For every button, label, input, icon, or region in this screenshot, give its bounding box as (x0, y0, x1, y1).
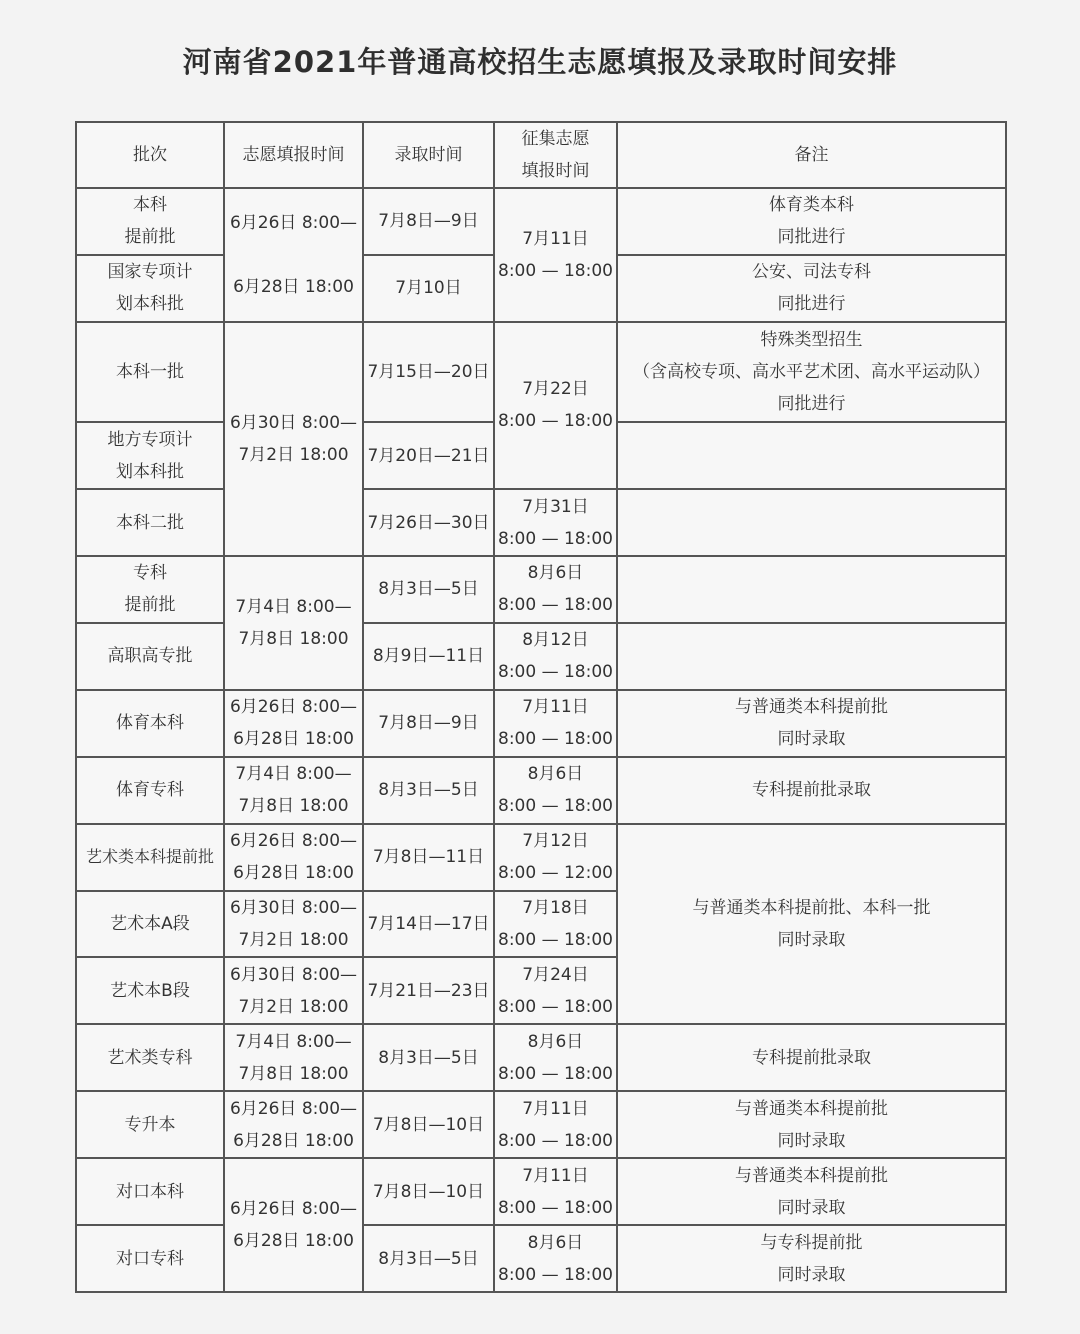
fill-time-cell: 7月4日 8:00— 7月8日 18:00 (224, 757, 363, 824)
note-cell (617, 556, 1006, 623)
table-row (76, 1158, 1006, 1225)
header-collect-time: 征集志愿 填报时间 (494, 122, 617, 188)
fill-time-cell: 6月30日 8:00— 7月2日 18:00 (224, 322, 363, 556)
note-cell: 与普通类本科提前批 同时录取 (617, 1091, 1006, 1158)
note-cell: 与专科提前批 同时录取 (617, 1225, 1006, 1292)
note-cell: 特殊类型招生 （含高校专项、高水平艺术团、高水平运动队） 同批进行 (617, 322, 1006, 422)
batch-cell: 体育本科 (76, 690, 224, 757)
collect-time-cell: 7月24日 8:00 — 18:00 (494, 957, 617, 1024)
admit-time-cell: 8月3日—5日 (363, 556, 494, 623)
table-row (76, 1225, 1006, 1292)
admit-time-cell: 7月10日 (363, 255, 494, 322)
fill-time-cell: 6月26日 8:00— 6月28日 18:00 (224, 1158, 363, 1292)
admit-time-cell: 8月9日—11日 (363, 623, 494, 690)
admit-time-cell: 7月8日—11日 (363, 824, 494, 891)
note-cell (617, 623, 1006, 690)
table-row (76, 690, 1006, 757)
collect-time-cell: 7月11日 8:00 — 18:00 (494, 690, 617, 757)
batch-cell: 艺术类专科 (76, 1024, 224, 1091)
note-cell (617, 489, 1006, 556)
note-cell: 与普通类本科提前批 同时录取 (617, 1158, 1006, 1225)
note-cell (617, 422, 1006, 489)
note-cell: 与普通类本科提前批、本科一批 同时录取 (617, 824, 1006, 1025)
header-row (76, 122, 1006, 188)
batch-cell: 高职高专批 (76, 623, 224, 690)
page-title: 河南省2021年普通高校招生志愿填报及录取时间安排 (182, 45, 898, 79)
admit-time-cell: 7月21日—23日 (363, 957, 494, 1024)
batch-cell: 艺术本B段 (76, 957, 224, 1024)
admit-time-cell: 7月14日—17日 (363, 891, 494, 958)
table-row (76, 489, 1006, 556)
table-row (76, 824, 1006, 891)
table-row (76, 1091, 1006, 1158)
admit-time-cell: 8月3日—5日 (363, 1024, 494, 1091)
admit-time-cell: 7月26日—30日 (363, 489, 494, 556)
fill-time-cell: 7月4日 8:00— 7月8日 18:00 (224, 556, 363, 690)
collect-time-cell: 7月31日 8:00 — 18:00 (494, 489, 617, 556)
collect-time-cell: 7月12日 8:00 — 12:00 (494, 824, 617, 891)
collect-time-cell: 7月18日 8:00 — 18:00 (494, 891, 617, 958)
table-row (76, 757, 1006, 824)
batch-cell: 本科二批 (76, 489, 224, 556)
admit-time-cell: 7月8日—10日 (363, 1158, 494, 1225)
admit-time-cell: 8月3日—5日 (363, 757, 494, 824)
admit-time-cell: 7月15日—20日 (363, 322, 494, 422)
header-admit-time: 录取时间 (363, 122, 494, 188)
fill-time-cell: 7月4日 8:00— 7月8日 18:00 (224, 1024, 363, 1091)
note-cell: 体育类本科 同批进行 (617, 188, 1006, 255)
table-row (76, 623, 1006, 690)
admit-time-cell: 7月8日—9日 (363, 690, 494, 757)
batch-cell: 本科一批 (76, 322, 224, 422)
collect-time-cell: 7月22日 8:00 — 18:00 (494, 322, 617, 489)
header-batch: 批次 (76, 122, 224, 188)
fill-time-cell: 6月26日 8:00— 6月28日 18:00 (224, 1091, 363, 1158)
fill-time-cell: 6月30日 8:00— 7月2日 18:00 (224, 957, 363, 1024)
collect-time-cell: 8月6日 8:00 — 18:00 (494, 556, 617, 623)
collect-time-cell: 7月11日 8:00 — 18:00 (494, 1158, 617, 1225)
fill-time-cell: 6月26日 8:00— 6月28日 18:00 (224, 690, 363, 757)
table-row (76, 322, 1006, 422)
note-cell: 公安、司法专科 同批进行 (617, 255, 1006, 322)
batch-cell: 对口专科 (76, 1225, 224, 1292)
fill-time-cell: 6月30日 8:00— 7月2日 18:00 (224, 891, 363, 958)
schedule-table (75, 121, 1007, 1293)
batch-cell: 国家专项计 划本科批 (76, 255, 224, 322)
fill-time-cell: 6月26日 8:00— 6月28日 18:00 (224, 824, 363, 891)
table-row (76, 188, 1006, 255)
header-fill-time: 志愿填报时间 (224, 122, 363, 188)
batch-cell: 专科 提前批 (76, 556, 224, 623)
table-row (76, 556, 1006, 623)
batch-cell: 地方专项计 划本科批 (76, 422, 224, 489)
note-cell: 与普通类本科提前批 同时录取 (617, 690, 1006, 757)
admit-time-cell: 7月8日—10日 (363, 1091, 494, 1158)
batch-cell: 对口本科 (76, 1158, 224, 1225)
admit-time-cell: 7月8日—9日 (363, 188, 494, 255)
note-cell: 专科提前批录取 (617, 757, 1006, 824)
table-row (76, 1024, 1006, 1091)
note-cell: 专科提前批录取 (617, 1024, 1006, 1091)
batch-cell: 体育专科 (76, 757, 224, 824)
collect-time-cell: 7月11日 8:00 — 18:00 (494, 1091, 617, 1158)
header-notes: 备注 (617, 122, 1006, 188)
fill-time-cell: 6月26日 8:00— 6月28日 18:00 (224, 188, 363, 322)
admit-time-cell: 7月20日—21日 (363, 422, 494, 489)
collect-time-cell: 7月11日 8:00 — 18:00 (494, 188, 617, 322)
collect-time-cell: 8月6日 8:00 — 18:00 (494, 1225, 617, 1292)
batch-cell: 专升本 (76, 1091, 224, 1158)
admit-time-cell: 8月3日—5日 (363, 1225, 494, 1292)
batch-cell: 本科 提前批 (76, 188, 224, 255)
batch-cell: 艺术类本科提前批 (76, 824, 224, 891)
collect-time-cell: 8月6日 8:00 — 18:00 (494, 757, 617, 824)
batch-cell: 艺术本A段 (76, 891, 224, 958)
collect-time-cell: 8月6日 8:00 — 18:00 (494, 1024, 617, 1091)
collect-time-cell: 8月12日 8:00 — 18:00 (494, 623, 617, 690)
